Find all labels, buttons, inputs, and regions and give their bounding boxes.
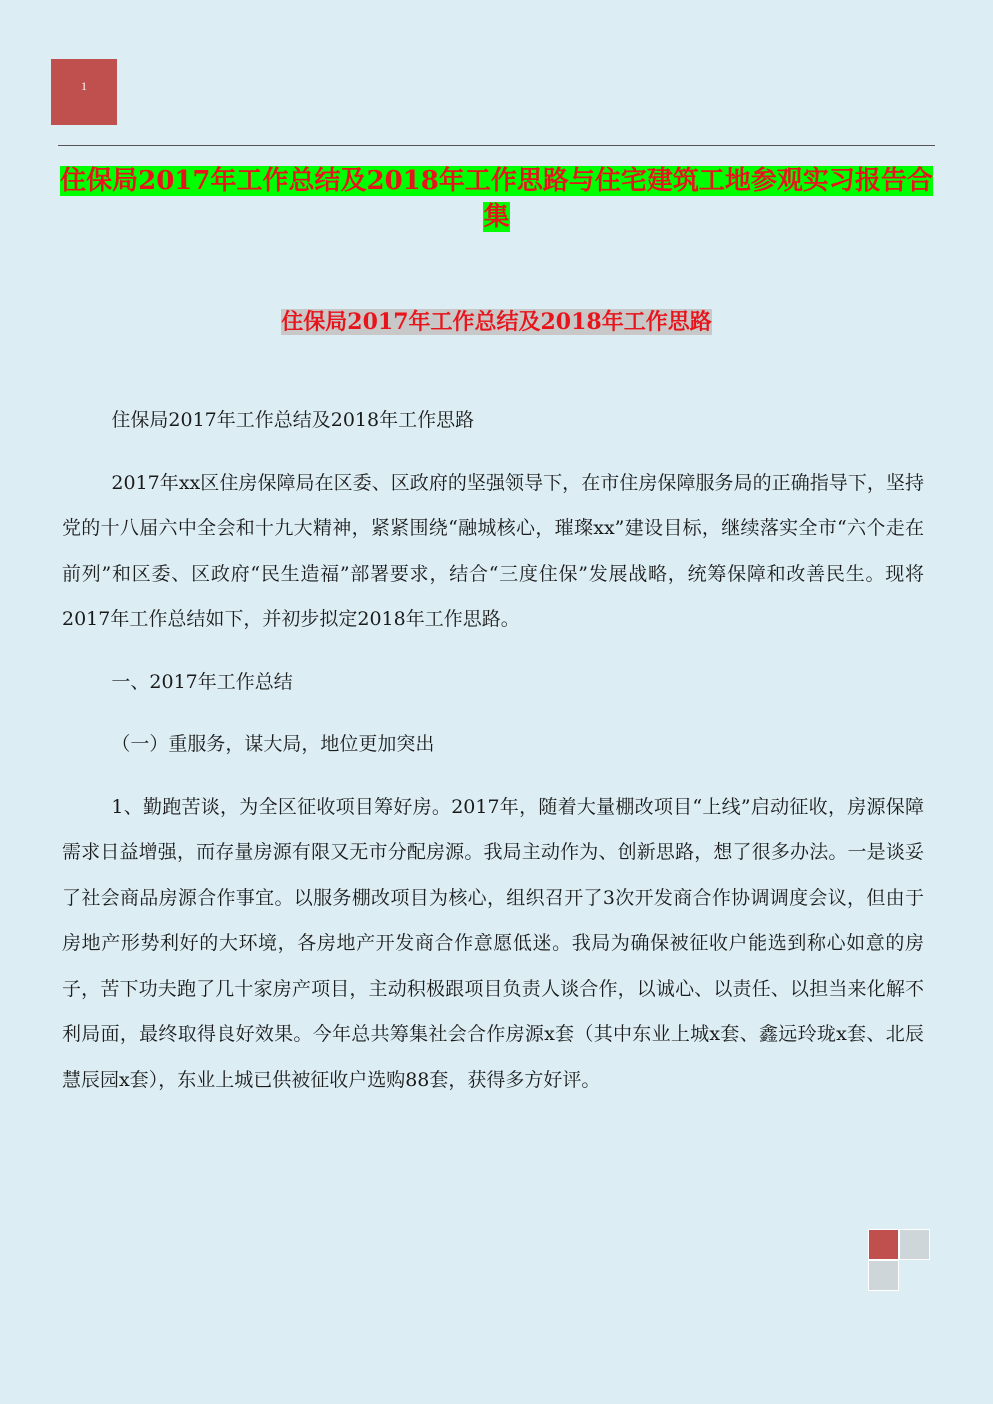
page-number: 1 xyxy=(81,79,87,93)
body-paragraph: 1、勤跑苦谈，为全区征收项目筹好房。2017年，随着大量棚改项目“上线”启动征收，房源保障需求日益增强，而存量房源有限又无市分配房源。我局主动作为、创新思路，想了很多办法。一是谈妥了社会商品房源合作事宜。以服务棚改项目为核心，组织召开了3次开发商合作协调调度会议，但由于房地产形势利好的大环境，各房地产开发商合作意愿低迷。我局为确保被征收户能选到称心如意的房子，苦下功夫跑了几十家房产项目，主动积极跟项目负责人谈合作，以诚心、以责任、以担当来化解不利局面，最终取得良好效果。今年总共筹集社会合作房源x套（其中东业上城x套、鑫远玲珑x套、北辰慧辰园x套），东业上城已供被征收户选购88套，获得多方好评。 xyxy=(62,795,924,1091)
header-divider xyxy=(58,145,935,146)
decor-square-red xyxy=(868,1229,899,1260)
document-title-text: 住保局2017年工作总结及2018年工作思路与住宅建筑工地参观实习报告合集 xyxy=(60,166,933,232)
body-paragraph: 一、2017年工作总结 xyxy=(111,670,293,693)
section-title xyxy=(60,305,933,339)
body-paragraph: 2017年xx区住房保障局在区委、区政府的坚强领导下，在市住房保障服务局的正确指导下，坚持党的十八届六中全会和十九大精神，紧紧围绕“融城核心，璀璨xx”建设目标，继续落实全市“六个走在前列”和区委、区政府“民生造福”部署要求，结合“三度住保”发展战略，统筹保障和改善民生。现将2017年工作总结如下，并初步拟定2018年工作思路。 xyxy=(62,471,924,630)
document-body xyxy=(62,398,924,1120)
document-title xyxy=(60,163,933,235)
body-paragraph: 住保局2017年工作总结及2018年工作思路 xyxy=(111,409,475,431)
section-title-text: 住保局2017年工作总结及2018年工作思路 xyxy=(281,309,712,335)
body-paragraph: （一）重服务，谋大局，地位更加突出 xyxy=(111,733,435,755)
decor-square-grey xyxy=(899,1229,930,1260)
decor-square-grey xyxy=(868,1260,899,1291)
page-number-box xyxy=(51,59,117,125)
